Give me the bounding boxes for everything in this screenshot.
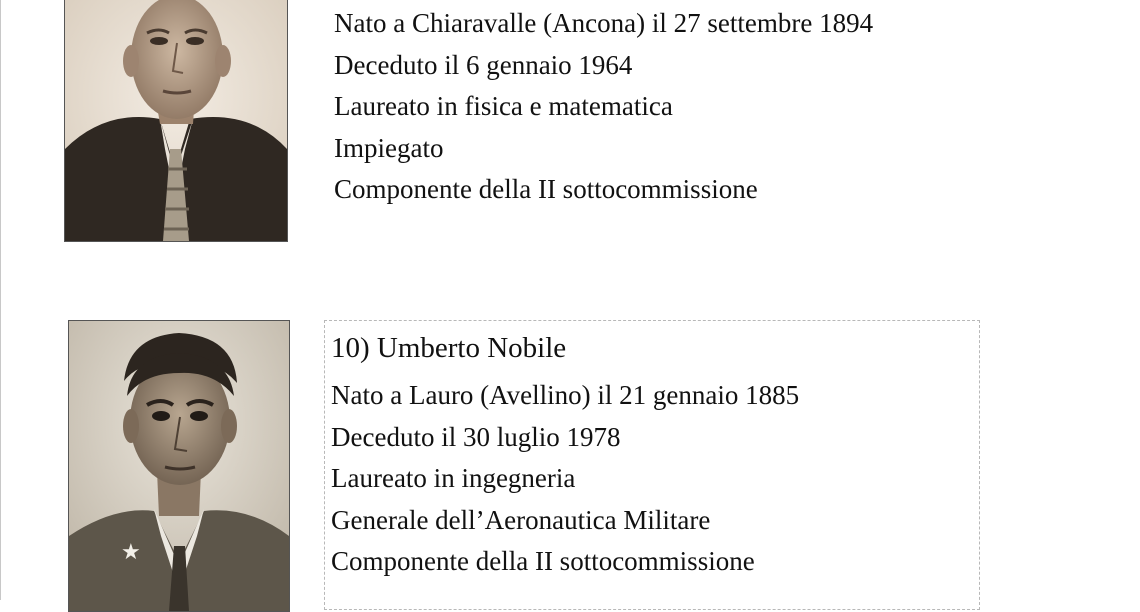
member-name-heading: 10) Umberto Nobile [331, 332, 567, 364]
member-bio-block [324, 320, 980, 610]
member-portrait-photo [64, 0, 288, 242]
member-bio-block [334, 3, 1014, 211]
bio-role-line: Componente della II sottocommissione [334, 174, 758, 204]
page-left-border [0, 0, 1, 600]
member-portrait-photo [68, 320, 290, 612]
bio-education-line: Laureato in ingegneria [331, 463, 576, 493]
bio-education-line: Laureato in fisica e matematica [334, 91, 673, 121]
bio-death-line: Deceduto il 6 gennaio 1964 [334, 49, 633, 80]
bio-profession-line: Generale dell’Aeronautica Militare [331, 504, 711, 535]
bio-death-line: Deceduto il 30 luglio 1978 [331, 421, 621, 452]
bio-profession-line: Impiegato [334, 132, 444, 163]
bio-birth-line: Nato a Chiaravalle (Ancona) il 27 settembre 1894 [334, 8, 874, 38]
bio-role-line: Componente della II sottocommissione [331, 546, 755, 576]
svg-text:★: ★ [121, 540, 141, 565]
bio-birth-line: Nato a Lauro (Avellino) il 21 gennaio 1885 [331, 380, 800, 410]
